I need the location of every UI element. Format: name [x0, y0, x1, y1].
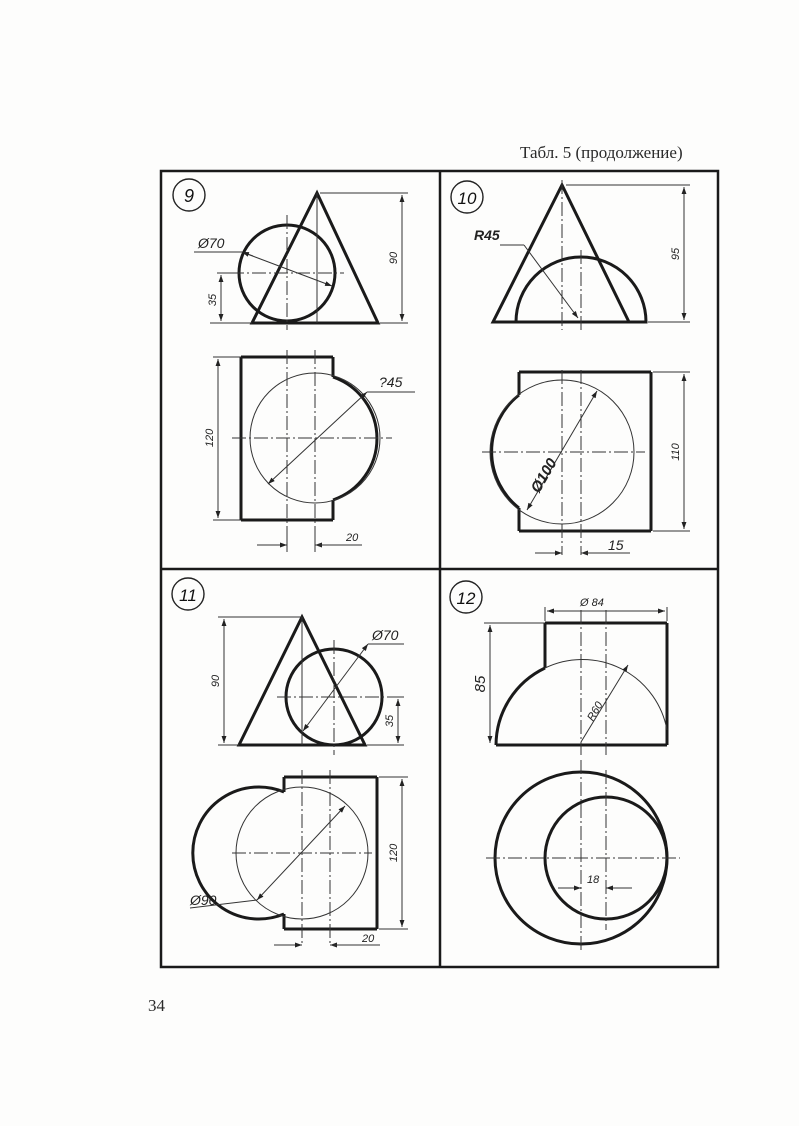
dim-d-circle: Ø70	[198, 235, 225, 251]
dim-h-cone: 90	[388, 251, 400, 265]
dim-offset: 20	[362, 933, 375, 945]
dim-radius: R45	[474, 227, 500, 243]
dim-radius: R60	[585, 699, 606, 724]
dim-d-top: Ø 84	[580, 597, 604, 609]
dim-h-cone: 95	[670, 247, 682, 261]
panel-10	[451, 180, 690, 555]
panel-number: 9	[183, 186, 195, 206]
panel-number: 10	[457, 189, 477, 208]
dim-offset: 18	[587, 874, 600, 886]
dim-offset: 20	[346, 532, 359, 544]
page-number: 34	[148, 996, 165, 1015]
dim-d-circle: Ø100	[527, 455, 561, 496]
panel-number: 12	[456, 589, 476, 608]
dim-d-big: Ø90	[190, 892, 217, 908]
panel-12	[450, 581, 680, 950]
table-caption: Табл. 5 (продолжение)	[520, 143, 683, 162]
dim-h: 85	[472, 675, 489, 693]
dim-h-cone: 90	[210, 674, 222, 688]
dim-offset: 15	[608, 537, 624, 553]
dim-d-big: ?45	[379, 374, 403, 390]
dim-h-cyl: 120	[204, 428, 216, 448]
panel-11	[172, 578, 408, 945]
panel-9	[173, 179, 415, 552]
dim-h-rect: 110	[670, 443, 682, 461]
dim-h-center: 35	[384, 714, 396, 728]
dim-h-center: 35	[207, 293, 219, 307]
panel-number: 11	[179, 586, 197, 605]
dim-h-cyl: 120	[388, 843, 400, 863]
dim-d-circle: Ø70	[372, 627, 399, 643]
